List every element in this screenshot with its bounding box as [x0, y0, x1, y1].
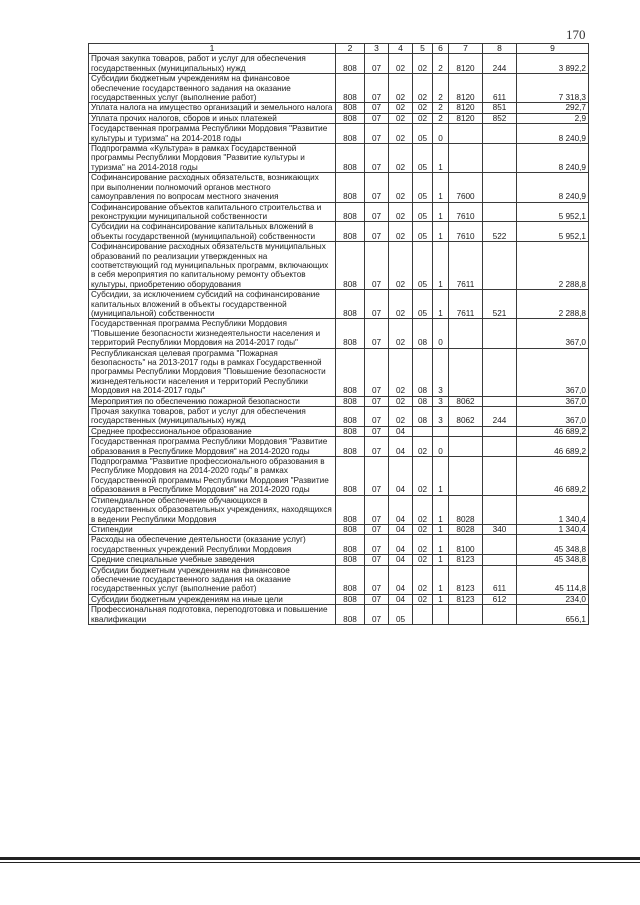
cell-col-7: 8123 — [449, 594, 483, 604]
cell-col-3: 07 — [365, 319, 389, 348]
table-row — [89, 202, 589, 222]
column-header: 7 — [449, 44, 483, 54]
cell-col-5: 02 — [413, 524, 433, 534]
table-row — [89, 319, 589, 348]
cell-col-6: 2 — [433, 74, 449, 103]
cell-col-7: 8120 — [449, 113, 483, 123]
table-row — [89, 242, 589, 290]
cell-amount: 7 318,3 — [517, 74, 589, 103]
cell-name: Стипендии — [89, 524, 336, 534]
cell-col-2: 808 — [336, 103, 365, 113]
cell-name: Субсидии на софинансирование капитальных вложений в объекты государственной (муниципальной) собственности — [89, 222, 336, 242]
cell-col-8 — [483, 144, 517, 173]
cell-col-5: 02 — [413, 54, 433, 74]
cell-col-6: 1 — [433, 202, 449, 222]
table-row — [89, 495, 589, 524]
cell-col-6 — [433, 605, 449, 625]
cell-col-3: 07 — [365, 594, 389, 604]
cell-col-7: 8028 — [449, 524, 483, 534]
cell-col-2: 808 — [336, 222, 365, 242]
cell-col-3: 07 — [365, 54, 389, 74]
cell-name: Субсидии бюджетным учреждениям на финансовое обеспечение государственного задания на оказание государственных услуг (выполнение работ) — [89, 74, 336, 103]
cell-name: Государственная программа Республики Мордовия "Развитие культуры и туризма" на 2014-2018 годы — [89, 124, 336, 144]
cell-col-3: 07 — [365, 457, 389, 496]
cell-col-2: 808 — [336, 565, 365, 594]
cell-name: Софинансирование расходных обязательств муниципальных образований по реализации утвержденных на соответствующий год муниципальных программ, включающих в себя мероприятия по капитальному ремонту объектов культуры, приобретению оборудования — [89, 242, 336, 290]
cell-col-3: 07 — [365, 426, 389, 436]
cell-col-5: 02 — [413, 74, 433, 103]
cell-col-4: 04 — [389, 535, 413, 555]
cell-col-6: 3 — [433, 396, 449, 406]
cell-col-4: 04 — [389, 426, 413, 436]
cell-col-6: 1 — [433, 524, 449, 534]
cell-col-6: 2 — [433, 54, 449, 74]
cell-name: Уплата налога на имущество организаций и земельного налога — [89, 103, 336, 113]
cell-col-5: 08 — [413, 396, 433, 406]
cell-col-2: 808 — [336, 113, 365, 123]
cell-amount: 656,1 — [517, 605, 589, 625]
cell-col-4: 04 — [389, 555, 413, 565]
cell-col-4: 04 — [389, 565, 413, 594]
cell-col-6: 2 — [433, 113, 449, 123]
footer-rule-thin — [0, 862, 640, 863]
cell-col-4: 02 — [389, 124, 413, 144]
cell-col-4: 04 — [389, 495, 413, 524]
column-header: 5 — [413, 44, 433, 54]
cell-amount: 1 340,4 — [517, 524, 589, 534]
cell-col-4: 05 — [389, 605, 413, 625]
cell-amount: 2 288,8 — [517, 242, 589, 290]
cell-col-7: 8120 — [449, 54, 483, 74]
cell-col-7 — [449, 348, 483, 396]
cell-name: Прочая закупка товаров, работ и услуг для обеспечения государственных (муниципальных) нужд — [89, 407, 336, 427]
cell-col-6: 1 — [433, 495, 449, 524]
cell-col-5: 02 — [413, 457, 433, 496]
table-row — [89, 74, 589, 103]
cell-name: Мероприятия по обеспечению пожарной безопасности — [89, 396, 336, 406]
cell-col-4: 02 — [389, 103, 413, 113]
cell-col-6: 0 — [433, 124, 449, 144]
cell-col-6: 0 — [433, 437, 449, 457]
cell-amount: 367,0 — [517, 319, 589, 348]
cell-amount: 8 240,9 — [517, 173, 589, 202]
cell-amount: 234,0 — [517, 594, 589, 604]
cell-col-6: 1 — [433, 222, 449, 242]
cell-col-5: 08 — [413, 319, 433, 348]
cell-col-3: 07 — [365, 437, 389, 457]
column-header: 3 — [365, 44, 389, 54]
cell-col-2: 808 — [336, 555, 365, 565]
cell-col-2: 808 — [336, 437, 365, 457]
cell-amount: 367,0 — [517, 407, 589, 427]
budget-table — [88, 43, 589, 625]
cell-name: Республиканская целевая программа "Пожарная безопасность" на 2013-2017 годы в рамках Государственной программы Республики Мордовия "Повышение безопасности жизнедеятельности населения и территорий Республики Мордовия на 2014-2017 годы" — [89, 348, 336, 396]
cell-amount: 45 348,8 — [517, 555, 589, 565]
cell-col-3: 07 — [365, 396, 389, 406]
column-header: 9 — [517, 44, 589, 54]
cell-col-5 — [413, 605, 433, 625]
cell-col-8: 611 — [483, 565, 517, 594]
cell-col-8 — [483, 605, 517, 625]
cell-col-6: 2 — [433, 103, 449, 113]
cell-col-3: 07 — [365, 222, 389, 242]
cell-col-4: 02 — [389, 173, 413, 202]
column-header: 6 — [433, 44, 449, 54]
cell-col-4: 02 — [389, 202, 413, 222]
cell-col-5: 05 — [413, 242, 433, 290]
table-row — [89, 173, 589, 202]
cell-amount: 5 952,1 — [517, 202, 589, 222]
table-row — [89, 426, 589, 436]
cell-name: Софинансирование расходных обязательств, возникающих при выполнении полномочий органов местного самоуправления по вопросам местного значения — [89, 173, 336, 202]
cell-col-4: 02 — [389, 222, 413, 242]
cell-col-4: 02 — [389, 54, 413, 74]
cell-col-7 — [449, 319, 483, 348]
table-header-row — [89, 44, 589, 54]
cell-col-8 — [483, 202, 517, 222]
cell-col-3: 07 — [365, 173, 389, 202]
cell-col-6: 1 — [433, 535, 449, 555]
cell-name: Государственная программа Республики Мордовия "Развитие образования в Республике Мордовия" на 2014-2020 годы — [89, 437, 336, 457]
cell-col-5: 02 — [413, 495, 433, 524]
cell-col-3: 07 — [365, 290, 389, 319]
cell-col-6: 1 — [433, 290, 449, 319]
cell-name: Софинансирование объектов капитального строительства и реконструкции муниципальной собственности — [89, 202, 336, 222]
table-row — [89, 407, 589, 427]
table-row — [89, 594, 589, 604]
table-row — [89, 124, 589, 144]
cell-col-8 — [483, 437, 517, 457]
cell-col-6: 1 — [433, 555, 449, 565]
cell-col-4: 02 — [389, 290, 413, 319]
table-row — [89, 524, 589, 534]
cell-col-8: 851 — [483, 103, 517, 113]
cell-amount: 367,0 — [517, 396, 589, 406]
cell-col-6: 1 — [433, 594, 449, 604]
cell-col-4: 02 — [389, 242, 413, 290]
cell-col-5: 02 — [413, 113, 433, 123]
table-row — [89, 290, 589, 319]
cell-name: Прочая закупка товаров, работ и услуг для обеспечения государственных (муниципальных) нужд — [89, 54, 336, 74]
cell-col-7: 8062 — [449, 407, 483, 427]
cell-col-3: 07 — [365, 74, 389, 103]
cell-col-7 — [449, 437, 483, 457]
cell-amount: 45 348,8 — [517, 535, 589, 555]
cell-name: Профессиональная подготовка, переподготовка и повышение квалификации — [89, 605, 336, 625]
cell-col-5: 05 — [413, 144, 433, 173]
cell-col-8 — [483, 242, 517, 290]
cell-amount: 367,0 — [517, 348, 589, 396]
column-header: 1 — [89, 44, 336, 54]
cell-name: Расходы на обеспечение деятельности (оказание услуг) государственных учреждений Республики Мордовия — [89, 535, 336, 555]
cell-col-4: 02 — [389, 319, 413, 348]
cell-col-2: 808 — [336, 202, 365, 222]
cell-col-8: 522 — [483, 222, 517, 242]
cell-col-8 — [483, 457, 517, 496]
cell-col-4: 02 — [389, 74, 413, 103]
cell-amount: 46 689,2 — [517, 457, 589, 496]
cell-name: Средние специальные учебные заведения — [89, 555, 336, 565]
cell-col-6: 1 — [433, 173, 449, 202]
column-header: 2 — [336, 44, 365, 54]
cell-col-8: 340 — [483, 524, 517, 534]
cell-col-3: 07 — [365, 555, 389, 565]
cell-col-6: 1 — [433, 144, 449, 173]
cell-col-5: 05 — [413, 173, 433, 202]
cell-col-3: 07 — [365, 124, 389, 144]
cell-col-7 — [449, 124, 483, 144]
cell-col-8 — [483, 396, 517, 406]
cell-col-7: 7610 — [449, 202, 483, 222]
cell-name: Среднее профессиональное образование — [89, 426, 336, 436]
cell-amount: 292,7 — [517, 103, 589, 113]
table-row — [89, 605, 589, 625]
cell-col-2: 808 — [336, 74, 365, 103]
cell-col-8 — [483, 495, 517, 524]
cell-col-3: 07 — [365, 535, 389, 555]
cell-col-4: 02 — [389, 144, 413, 173]
cell-amount: 46 689,2 — [517, 437, 589, 457]
cell-col-8: 244 — [483, 407, 517, 427]
table-row — [89, 113, 589, 123]
cell-amount: 3 892,2 — [517, 54, 589, 74]
cell-col-3: 07 — [365, 348, 389, 396]
cell-col-3: 07 — [365, 242, 389, 290]
cell-name: Подпрограмма "Развитие профессионального образования в Республике Мордовия на 2014-2020 годы" в рамках Государственной программы Республики Мордовия "Развитие образования в Республике Мордовия" на 2014-2020 годы — [89, 457, 336, 496]
cell-col-7 — [449, 605, 483, 625]
column-header: 4 — [389, 44, 413, 54]
cell-col-8: 521 — [483, 290, 517, 319]
cell-col-4: 04 — [389, 437, 413, 457]
cell-col-8 — [483, 319, 517, 348]
cell-col-5: 05 — [413, 290, 433, 319]
cell-col-4: 02 — [389, 348, 413, 396]
table-row — [89, 396, 589, 406]
table-row — [89, 565, 589, 594]
cell-col-7: 7611 — [449, 242, 483, 290]
cell-name: Государственная программа Республики Мордовия "Повышение безопасности жизнедеятельности населения и территорий Республики Мордовия на 2014-2017 годы" — [89, 319, 336, 348]
cell-col-3: 07 — [365, 103, 389, 113]
cell-col-7: 7611 — [449, 290, 483, 319]
cell-col-5: 02 — [413, 535, 433, 555]
cell-col-6: 1 — [433, 565, 449, 594]
cell-col-6: 3 — [433, 348, 449, 396]
footer-rule-thick — [0, 857, 640, 860]
cell-amount: 1 340,4 — [517, 495, 589, 524]
cell-col-8 — [483, 535, 517, 555]
cell-col-2: 808 — [336, 426, 365, 436]
cell-col-7: 8062 — [449, 396, 483, 406]
cell-amount: 2,9 — [517, 113, 589, 123]
cell-col-7: 8120 — [449, 103, 483, 113]
cell-col-7: 8028 — [449, 495, 483, 524]
cell-col-5: 02 — [413, 594, 433, 604]
cell-col-5: 05 — [413, 222, 433, 242]
cell-col-8 — [483, 173, 517, 202]
cell-col-6: 1 — [433, 457, 449, 496]
cell-col-7: 7610 — [449, 222, 483, 242]
table-row — [89, 555, 589, 565]
cell-col-5: 02 — [413, 103, 433, 113]
cell-col-2: 808 — [336, 173, 365, 202]
cell-col-7: 8123 — [449, 555, 483, 565]
cell-col-4: 02 — [389, 396, 413, 406]
cell-col-3: 07 — [365, 144, 389, 173]
cell-col-5: 08 — [413, 348, 433, 396]
cell-col-2: 808 — [336, 535, 365, 555]
cell-col-2: 808 — [336, 319, 365, 348]
cell-col-7: 8123 — [449, 565, 483, 594]
cell-col-5: 08 — [413, 407, 433, 427]
cell-name: Субсидии бюджетным учреждениям на иные цели — [89, 594, 336, 604]
cell-col-2: 808 — [336, 605, 365, 625]
cell-name: Подпрограмма «Культура» в рамках Государственной программы Республики Мордовия "Развитие культуры и туризма" на 2014-2018 годы — [89, 144, 336, 173]
cell-col-5: 05 — [413, 124, 433, 144]
cell-col-8 — [483, 555, 517, 565]
cell-col-6: 3 — [433, 407, 449, 427]
cell-col-7: 8120 — [449, 74, 483, 103]
cell-amount: 5 952,1 — [517, 222, 589, 242]
cell-col-8: 612 — [483, 594, 517, 604]
cell-col-8 — [483, 426, 517, 436]
cell-col-3: 07 — [365, 524, 389, 534]
cell-col-3: 07 — [365, 202, 389, 222]
column-header: 8 — [483, 44, 517, 54]
cell-col-3: 07 — [365, 495, 389, 524]
table-row — [89, 144, 589, 173]
cell-amount: 8 240,9 — [517, 144, 589, 173]
cell-amount: 45 114,8 — [517, 565, 589, 594]
cell-col-2: 808 — [336, 54, 365, 74]
page-number: 170 — [566, 27, 586, 42]
table-row — [89, 348, 589, 396]
cell-col-4: 04 — [389, 524, 413, 534]
cell-name: Субсидии бюджетным учреждениям на финансовое обеспечение государственного задания на оказание государственных услуг (выполнение работ) — [89, 565, 336, 594]
cell-amount: 2 288,8 — [517, 290, 589, 319]
cell-col-7 — [449, 457, 483, 496]
cell-col-5: 02 — [413, 555, 433, 565]
cell-col-7: 8100 — [449, 535, 483, 555]
cell-col-3: 07 — [365, 407, 389, 427]
cell-col-4: 02 — [389, 113, 413, 123]
cell-col-8: 611 — [483, 74, 517, 103]
cell-col-4: 04 — [389, 594, 413, 604]
cell-col-8 — [483, 124, 517, 144]
cell-col-2: 808 — [336, 495, 365, 524]
table-row — [89, 437, 589, 457]
table-body — [89, 44, 589, 625]
cell-col-7 — [449, 144, 483, 173]
cell-col-2: 808 — [336, 124, 365, 144]
cell-col-2: 808 — [336, 407, 365, 427]
cell-col-3: 07 — [365, 113, 389, 123]
table-row — [89, 457, 589, 496]
cell-col-2: 808 — [336, 242, 365, 290]
cell-col-6: 1 — [433, 242, 449, 290]
cell-col-2: 808 — [336, 290, 365, 319]
cell-col-5: 02 — [413, 565, 433, 594]
cell-name: Стипендиальное обеспечение обучающихся в государственных образовательных учреждениях, находящихся в ведении Республики Мордовия — [89, 495, 336, 524]
cell-col-2: 808 — [336, 144, 365, 173]
cell-col-5: 02 — [413, 437, 433, 457]
cell-amount: 8 240,9 — [517, 124, 589, 144]
cell-name: Субсидии, за исключением субсидий на софинансирование капитальных вложений в объекты государственной (муниципальной) собственности — [89, 290, 336, 319]
table-row — [89, 222, 589, 242]
table-row — [89, 103, 589, 113]
cell-col-6: 0 — [433, 319, 449, 348]
cell-col-2: 808 — [336, 457, 365, 496]
cell-col-2: 808 — [336, 524, 365, 534]
cell-col-6 — [433, 426, 449, 436]
cell-col-2: 808 — [336, 396, 365, 406]
cell-col-2: 808 — [336, 348, 365, 396]
cell-col-3: 07 — [365, 565, 389, 594]
cell-col-5 — [413, 426, 433, 436]
cell-amount: 46 689,2 — [517, 426, 589, 436]
cell-col-7: 7600 — [449, 173, 483, 202]
table-row — [89, 54, 589, 74]
cell-name: Уплата прочих налогов, сборов и иных платежей — [89, 113, 336, 123]
cell-col-2: 808 — [336, 594, 365, 604]
cell-col-8: 244 — [483, 54, 517, 74]
cell-col-8 — [483, 348, 517, 396]
cell-col-8: 852 — [483, 113, 517, 123]
cell-col-3: 07 — [365, 605, 389, 625]
cell-col-4: 04 — [389, 457, 413, 496]
cell-col-4: 02 — [389, 407, 413, 427]
table-row — [89, 535, 589, 555]
cell-col-7 — [449, 426, 483, 436]
cell-col-5: 05 — [413, 202, 433, 222]
